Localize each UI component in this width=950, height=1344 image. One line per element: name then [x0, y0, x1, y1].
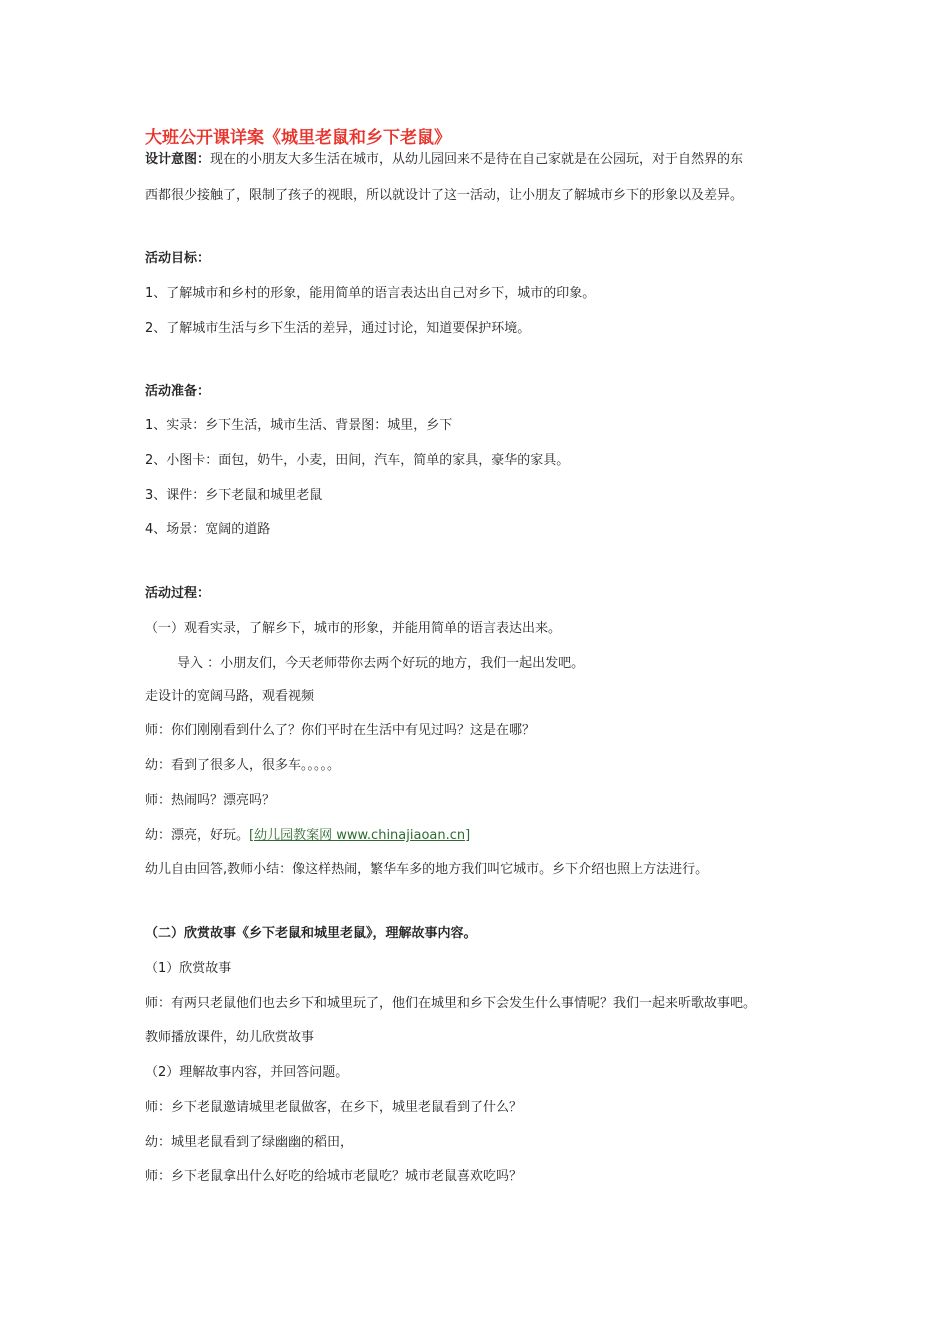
goals-heading: 活动目标：: [145, 251, 211, 266]
process-line: 幼：看到了很多人，很多车。。。。。: [145, 758, 341, 773]
intent-line-1: [145, 151, 743, 169]
process-part2-title: （二）欣赏故事《乡下老鼠和城里老鼠》，理解故事内容。: [145, 926, 477, 941]
process-intro: 导入 ：小朋友们，今天老师带你去两个好玩的地方，我们一起出发吧。: [177, 656, 585, 671]
prep-item-2: 2、小图卡：面包，奶牛，小麦，田间，汽车，简单的家具，豪华的家具。: [145, 453, 570, 468]
prep-item-4: 4、场景：宽阔的道路: [145, 522, 271, 537]
intent-label: 设计意图：: [145, 152, 211, 167]
goal-item-2: 2、了解城市生活与乡下生活的差异，通过讨论，知道要保护环境。: [145, 321, 531, 336]
intent-text-1: 现在的小朋友大多生活在城市，从幼儿园回来不是待在自己家就是在公园玩，对于自然界的东: [210, 152, 744, 167]
page-title: 大班公开课详案《城里老鼠和乡下老鼠》: [145, 128, 451, 148]
goal-item-1: 1、了解城市和乡村的形象，能用简单的语言表达出自己对乡下，城市的印象。: [145, 286, 596, 301]
process-line: 幼：城里老鼠看到了绿幽幽的稻田，: [145, 1135, 354, 1150]
process-line: 师：有两只老鼠他们也去乡下和城里玩了，他们在城里和乡下会发生什么事情呢？我们一起来听歌故事吧。: [145, 996, 757, 1011]
intent-line-2: 西都很少接触了，限制了孩子的视眼，所以就设计了这一活动，让小朋友了解城市乡下的形象以及差异。: [145, 188, 744, 203]
process-part1-title: （一）观看实录，了解乡下，城市的形象，并能用简单的语言表达出来。: [145, 621, 562, 636]
process-line: （1）欣赏故事: [145, 961, 232, 976]
source-link[interactable]: [幼儿园教案网 www.chinajiaoan.cn]: [249, 828, 471, 843]
process-line: 走设计的宽阔马路，观看视频: [145, 689, 315, 704]
process-heading: 活动过程：: [145, 586, 211, 601]
process-line: （2）理解故事内容，并回答问题。: [145, 1065, 349, 1080]
process-line: 师：乡下老鼠拿出什么好吃的给城市老鼠吃？城市老鼠喜欢吃吗？: [145, 1169, 523, 1184]
process-line-with-link: [145, 827, 470, 845]
process-line-prefix: 幼：漂亮，好玩。: [145, 828, 250, 843]
prep-item-1: 1、实录：乡下生活，城市生活、背景图：城里，乡下: [145, 418, 453, 433]
prep-heading: 活动准备：: [145, 384, 211, 399]
process-line: 师：你们刚刚看到什么了？你们平时在生活中有见过吗？这是在哪？: [145, 723, 536, 738]
process-line: 幼儿自由回答,教师小结：像这样热闹，繁华车多的地方我们叫它城市。乡下介绍也照上方法进行。: [145, 862, 709, 877]
process-line: 师：热闹吗？漂亮吗？: [145, 793, 276, 808]
prep-item-3: 3、课件：乡下老鼠和城里老鼠: [145, 488, 323, 503]
process-line: 教师播放课件，幼儿欣赏故事: [145, 1030, 315, 1045]
process-line: 师：乡下老鼠邀请城里老鼠做客，在乡下，城里老鼠看到了什么？: [145, 1100, 523, 1115]
